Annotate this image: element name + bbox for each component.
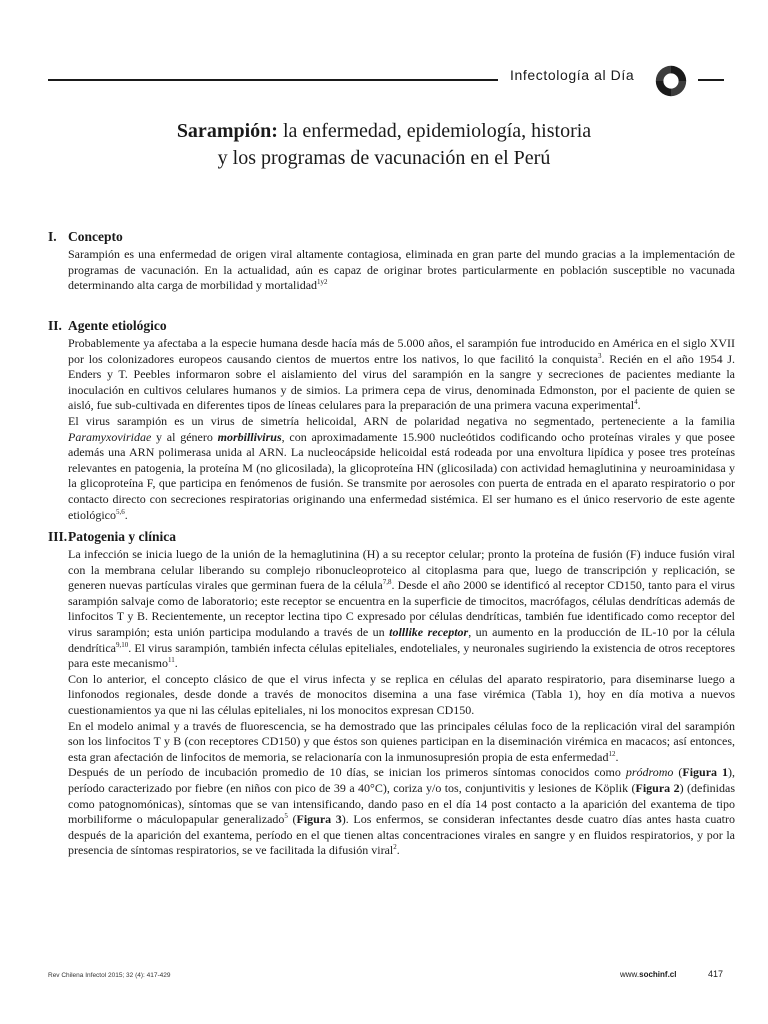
section-number: III. [48,529,68,544]
paragraph [68,672,735,719]
running-header [0,62,768,102]
header-rule-right [698,79,724,81]
text-run: Sarampión es una enfermedad de origen viral altamente contagiosa, eliminada en gran parte del mundo gracias a la implementación de programas de vacunación. En la actualidad, aún es capaz de originar brotes particularmente en población susceptible no vacunada determinando alta carga de morbilidad y mortalidad [68,247,735,293]
footer-url-domain: sochinf.cl [639,970,677,979]
text-run: Después de un período de incubación promedio de 10 días, se inician los primeros síntomas conocidos como [68,765,626,780]
text-run: . [174,656,178,671]
reference-superscript: 1y2 [317,278,328,287]
text-run: El virus sarampión es un virus de simetría helicoidal, ARN de polaridad negativa no segmentado, perteneciente a la familia [68,413,735,428]
figure-reference: Figura 3 [296,812,342,827]
section-agente-etiologico [48,318,735,523]
reference-superscript: 7,8 [382,578,392,587]
section-number: II. [48,318,62,333]
reference-superscript: 9,10 [115,640,129,649]
reference-superscript: 4 [634,398,638,407]
paragraph [68,336,735,414]
reference-superscript: 2 [393,843,397,852]
section-patogenia-clinica [48,529,735,859]
text-run: ( [673,765,683,780]
section-body [48,547,735,859]
section-number: I. [48,229,57,244]
reference-superscript: 12 [608,749,616,758]
article-title [60,118,708,172]
figure-reference: Figura 2 [635,780,680,795]
text-run: , un aumento en la producción de IL-10 por la célula dendrítica [68,624,735,655]
text-run: ). Los enfermos, se consideran infectantes desde cuatro días antes hasta cuatro después de la aparición del exantema, período en el que tienen altas concentraciones virales en sangre y en fluidos respiratorios, y por la presencia de síntomas respiratorios, se ve facilitada la difusión viral [68,812,735,858]
reference-superscript: 5,6 [116,507,125,516]
footer-citation: Rev Chilena Infectol 2015; 32 (4): 417-429 [48,972,171,979]
text-run: . [396,843,400,858]
bold-italic-term: tolllike receptor [389,624,469,639]
text-run: La infección se inicia luego de la unión de la hemaglutinina (H) a su receptor celular; pronto la proteína de fusión (F) induce fusión viral con la membrana celular liberando su complejo ribonucleoproteico al citoplasma para que, luego de transcripción y replicación, se generen nuevas partículas virales que germinan fuera de la célula [68,547,735,593]
title-bold: Sarampión: [176,120,278,142]
reference-superscript: 3 [598,351,602,360]
bold-italic-term: morbillivirus [217,429,282,444]
section-title: Concepto [68,229,123,244]
text-run: ) (definidas como patognomónicas), síntomas que se van intensificando, dando paso en el día 14 post contacto a la aparición del exantema de tipo morbiliforme o máculopapular generalizado [68,780,735,827]
footer-url[interactable] [620,970,676,979]
text-run: ( [287,812,297,827]
paragraph [68,765,735,859]
reference-superscript: 5 [284,812,288,821]
text-run: Probablemente ya afectaba a la especie humana desde hacía más de 5.000 años, el sarampión fue introducido en América en el siglo XVII por los colonizadores europeos causando cientos de muertos entre los nativos, lo que facilitó la conquista [68,336,735,366]
title-line2: y los programas de vacunación en el Perú [217,147,551,169]
text-run: . Recién en el año 1954 J. Enders y T. Peebles informaron sobre el aislamiento del virus del sarampión en la sangre y secreciones de pacientes mediante la inoculación en cultivos celulares humanos y de simios. La primera cepa de virus, denominada Edmonston, por el paciente de quien se aisló, fue sub-cultivada en diferentes tipos de líneas celulares para la preparación de una primera vacuna experimental [68,351,735,413]
italic-term: Paramyxoviridae [68,429,152,444]
italic-term: pródromo [625,765,674,780]
reference-superscript: 11 [167,656,175,665]
text-run: Con lo anterior, el concepto clásico de que el virus infecta y se replica en células del aparato respiratorio, para diseminarse luego a linfonodos regionales, desde donde a través de monocitos disemina a una fase virémica (Tabla 1), hoy en día motiva a nuevos cuestionamientos ya que ni las células epiteliales, ni los monocitos expresan CD150. [68,671,735,717]
section-title: Patogenia y clínica [68,529,176,544]
header-rule-left [48,79,498,81]
title-line1: la enfermedad, epidemiología, historia [282,120,592,142]
text-run: En el modelo animal y a través de fluorescencia, se ha demostrado que las principales células foco de la replicación viral del sarampión son los linfocitos T y B (con receptores CD150) y que éstos son quienes participan en la diseminación virémica en macacos; así entonces, esta gran afectación de linfocitos de memoria, se relacionaría con la inmunosupresión propia de esta enfermedad [68,718,735,764]
text-run: . [615,749,619,764]
footer-url-prefix: www. [620,970,640,979]
journal-logo-icon [652,62,690,100]
text-run: , con aproximadamente 15.900 nucleótidos codificando ocho proteínas virales y que posee además una ARN polimerasa unida al ARN. La nucleocápside helicoidal está rodeada por una envoltura lipídica y posee tres proteínas relevantes en patogenia, la proteína M (no glicosilada), la glicoproteína HN (glicosilada) con actividad hemaglutinina y neuroaminidasa y la glicoproteína F, que participa en fenómenos de fusión. Se transmite por aerosoles con puerta de entrada en el aparato respiratorio o por contacto directo con secreciones respiratorias originando una enfermedad sistémica. El ser humano es el único reservorio de este agente etiológico [68,429,736,522]
page-number: 417 [708,969,724,979]
section-heading [48,529,735,545]
section-heading [48,318,735,334]
section-title: Agente etiológico [68,318,167,333]
section-body [48,336,735,523]
text-run: . [124,507,128,522]
paragraph [68,719,735,766]
text-run: . Desde el año 2000 se identificó al receptor CD150, tanto para el virus sarampión salvaje como de laboratorio; este receptor se encuentra en la superficie de timocitos, macrófagos, células dendríticas además de linfocitos T y B. Recientemente, un receptor lectina tipo C expresado por células dendríticas, también fue identificado como receptor del virus sarampión; esta unión participa modulando a través de un [68,578,735,639]
text-run: . [637,398,641,413]
text-run: y al género [151,429,218,444]
paragraph [68,247,735,294]
section-concepto [48,229,735,294]
text-run: . El virus sarampión, también infecta células epiteliales, endoteliales, y neuronales sugiriendo la existencia de otros receptores para este mecanismo [68,640,735,671]
section-body [48,247,735,294]
text-run: ), período caracterizado por fiebre (en niños con pico de 39 a 40°C), coriza y/o tos, conjuntivitis y lesiones de Köplik ( [68,765,735,795]
section-heading [48,229,735,245]
paragraph [68,547,735,672]
journal-section-label: Infectología al Día [510,67,635,83]
figure-reference: Figura 1 [682,765,728,780]
paragraph [68,414,735,523]
